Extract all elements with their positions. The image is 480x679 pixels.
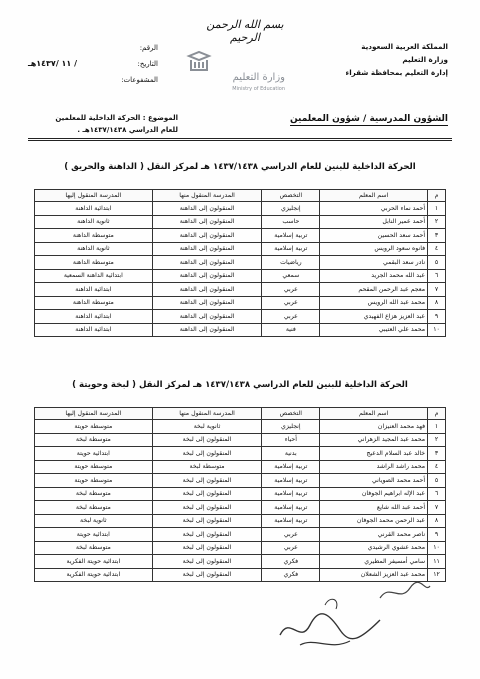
col-num-header: م	[428, 408, 446, 420]
teacher-name: محمد راشد الراشد	[320, 460, 428, 474]
to-school: ابتدائية الداهنة السمعية	[35, 269, 153, 283]
to-school: متوسطة لبخة	[35, 487, 153, 501]
specialty: تربية إسلامية	[262, 460, 320, 474]
specialty: عربي	[262, 296, 320, 310]
row-number: ٣	[428, 447, 446, 461]
date-row	[28, 56, 158, 72]
teacher-name: ناصر محمد القرني	[320, 528, 428, 542]
letterhead-right	[308, 40, 448, 79]
subject-line-2: للعام الدراسي ١٤٣٧/١٤٣٨هـ .	[77, 126, 178, 134]
specialty: إنجليزي	[262, 420, 320, 434]
table-row	[35, 487, 446, 501]
table-row	[35, 447, 446, 461]
table-row	[35, 323, 446, 337]
section1-header-row	[35, 190, 446, 202]
date-value: / ١١ /١٤٣٧هـ	[28, 59, 78, 68]
ref-row	[28, 40, 158, 56]
to-school: متوسطة لبخة	[35, 541, 153, 555]
row-number: ٧	[428, 501, 446, 515]
col-name-header: اسم المعلم	[320, 190, 428, 202]
table-row	[35, 420, 446, 434]
specialty: تربية إسلامية	[262, 501, 320, 515]
row-number: ١٠	[428, 541, 446, 555]
col-name-header: اسم المعلم	[320, 408, 428, 420]
table-row	[35, 215, 446, 229]
from-school: المنقولون إلى الداهنة	[152, 202, 262, 216]
from-school: المنقولون إلى لبخة	[152, 568, 262, 582]
teacher-name: أحمد عبد الله شايع	[320, 501, 428, 515]
from-school: المنقولون إلى الداهنة	[152, 269, 262, 283]
from-school: ثانوية لبخة	[152, 420, 262, 434]
section2-table	[34, 407, 446, 582]
specialty: إنجليزي	[262, 202, 320, 216]
header-divider	[28, 138, 452, 139]
row-number: ٣	[428, 229, 446, 243]
table-row	[35, 460, 446, 474]
table-row	[35, 514, 446, 528]
row-number: ٤	[428, 460, 446, 474]
to-school: ثانوية الداهنة	[35, 215, 153, 229]
row-number: ١٢	[428, 568, 446, 582]
from-school: المنقولون إلى لبخة	[152, 528, 262, 542]
teacher-name: فهد محمد العنيزان	[320, 420, 428, 434]
col-num-header: م	[428, 190, 446, 202]
from-school: المنقولون إلى لبخة	[152, 433, 262, 447]
row-number: ١	[428, 420, 446, 434]
row-number: ٤	[428, 242, 446, 256]
subject-line-1: الموضوع : الحركة الداخلية للمعلمين	[55, 114, 178, 122]
to-school: متوسطة حويتة	[35, 420, 153, 434]
ref-label: الرقم:	[139, 44, 158, 52]
handwritten-initials	[375, 578, 435, 608]
col-to-header: المدرسة المنقول إليها	[35, 408, 153, 420]
to-school: ابتدائية الداهنة	[35, 323, 153, 337]
col-spec-header: التخصص	[262, 408, 320, 420]
teacher-name: محمد علي العتيبي	[320, 323, 428, 337]
col-to-header: المدرسة المنقول إليها	[35, 190, 153, 202]
from-school: المنقولون إلى الداهنة	[152, 256, 262, 270]
attach-row	[28, 72, 158, 88]
from-school: المنقولون إلى الداهنة	[152, 323, 262, 337]
table-row	[35, 242, 446, 256]
from-school: المنقولون إلى لبخة	[152, 501, 262, 515]
row-number: ٨	[428, 296, 446, 310]
specialty: فكري	[262, 568, 320, 582]
teacher-name: عبد الله محمد الجريد	[320, 269, 428, 283]
teacher-name: فانوه سعود الرويس	[320, 242, 428, 256]
teacher-name: نادر سعد البقمي	[320, 256, 428, 270]
section1-body	[35, 202, 446, 337]
row-number: ٥	[428, 474, 446, 488]
teacher-name: محمد عبد العزيز الشعلان	[320, 568, 428, 582]
teacher-name: أحمد سعد الحسين	[320, 229, 428, 243]
table-row	[35, 283, 446, 297]
ministry-name: وزارة التعليم	[402, 55, 448, 64]
from-school: المنقولون إلى الداهنة	[152, 310, 262, 324]
handwritten-signature	[270, 585, 390, 655]
row-number: ٩	[428, 310, 446, 324]
table-row	[35, 229, 446, 243]
date-label: التاريخ:	[137, 60, 158, 68]
specialty: حاسب	[262, 215, 320, 229]
department-title: الشؤون المدرسية / شؤون المعلمين	[289, 114, 448, 124]
section2-body	[35, 420, 446, 582]
to-school: متوسطة حويتة	[35, 460, 153, 474]
teacher-name: عبد العزيز هزاع الفهيدي	[320, 310, 428, 324]
to-school: متوسطة الداهنة	[35, 296, 153, 310]
teacher-name: عبد الإله ابراهيم الجوفان	[320, 487, 428, 501]
ministry-logo	[175, 50, 285, 96]
to-school: ابتدائية حويتة الفكرية	[35, 568, 153, 582]
teacher-name: أحمد محمد الصوياني	[320, 474, 428, 488]
header-divider-2	[28, 140, 452, 141]
table-row	[35, 269, 446, 283]
to-school: ابتدائية الداهنة	[35, 310, 153, 324]
col-from-header: المدرسة المنقول منها	[152, 408, 262, 420]
specialty: فنية	[262, 323, 320, 337]
table-row	[35, 541, 446, 555]
specialty: تربية إسلامية	[262, 514, 320, 528]
table-row	[35, 528, 446, 542]
teacher-name: معجم عبد الرحمن المقحم	[320, 283, 428, 297]
attach-label: المشفوعات:	[121, 76, 158, 84]
specialty: أحياء	[262, 433, 320, 447]
from-school: المنقولون إلى الداهنة	[152, 215, 262, 229]
from-school: المنقولون إلى لبخة	[152, 447, 262, 461]
to-school: ابتدائية حويتة الفكرية	[35, 555, 153, 569]
to-school: متوسطة الداهنة	[35, 256, 153, 270]
from-school: المنقولون إلى لبخة	[152, 514, 262, 528]
teacher-name: عبد الرحمن محمد الجوفان	[320, 514, 428, 528]
section2-header-row	[35, 408, 446, 420]
table-row	[35, 202, 446, 216]
specialty: تربية إسلامية	[262, 242, 320, 256]
basmala: بسم الله الرحمن الرحيم	[206, 18, 284, 44]
from-school: متوسطة لبخة	[152, 460, 262, 474]
table-row	[35, 256, 446, 270]
from-school: المنقولون إلى لبخة	[152, 487, 262, 501]
teacher-name: أحمد عمير النابل	[320, 215, 428, 229]
row-number: ١	[428, 202, 446, 216]
row-number: ٩	[428, 528, 446, 542]
teacher-name: محمد عشوي الرشيدي	[320, 541, 428, 555]
specialty: فكري	[262, 555, 320, 569]
table-row	[35, 555, 446, 569]
to-school: متوسطة لبخة	[35, 433, 153, 447]
specialty: تربية إسلامية	[262, 474, 320, 488]
from-school: المنقولون إلى لبخة	[152, 555, 262, 569]
row-number: ١١	[428, 555, 446, 569]
row-number: ٢	[428, 433, 446, 447]
from-school: المنقولون إلى لبخة	[152, 541, 262, 555]
to-school: ثانوية الداهنة	[35, 242, 153, 256]
teacher-name: محمد عبد الله الرويس	[320, 296, 428, 310]
teacher-name: خالد عبد السلام الدعيج	[320, 447, 428, 461]
from-school: المنقولون إلى لبخة	[152, 474, 262, 488]
specialty: رياضيات	[262, 256, 320, 270]
to-school: متوسطة الداهنة	[35, 229, 153, 243]
subject-block	[28, 112, 178, 136]
table-row	[35, 310, 446, 324]
logo-english-text: Ministry of Education	[232, 86, 285, 92]
from-school: المنقولون إلى الداهنة	[152, 283, 262, 297]
col-spec-header: التخصص	[262, 190, 320, 202]
from-school: المنقولون إلى الداهنة	[152, 242, 262, 256]
letterhead-left	[28, 40, 158, 88]
specialty: عربي	[262, 541, 320, 555]
specialty: عربي	[262, 283, 320, 297]
teacher-name: محمد عبد المجيد الزهراني	[320, 433, 428, 447]
to-school: ثانوية لبخة	[35, 514, 153, 528]
section1-title: الحركة الداخلية للبنين للعام الدراسي ١٤٣٧/١٤٣٨ هـ لمركز النقل ( الداهنة والحريق )	[64, 162, 416, 172]
table-row	[35, 433, 446, 447]
table-row	[35, 501, 446, 515]
section2-title: الحركة الداخلية للبنين للعام الدراسي ١٤٣٧/١٤٣٨ هـ لمركز النقل ( لبخة وحويتة )	[72, 380, 408, 390]
row-number: ٦	[428, 487, 446, 501]
table-row	[35, 474, 446, 488]
teacher-name: أحمد نماء الحربي	[320, 202, 428, 216]
row-number: ٥	[428, 256, 446, 270]
from-school: المنقولون إلى الداهنة	[152, 296, 262, 310]
specialty: عربي	[262, 310, 320, 324]
row-number: ١٠	[428, 323, 446, 337]
to-school: متوسطة حويتة	[35, 474, 153, 488]
to-school: متوسطة لبخة	[35, 501, 153, 515]
specialty: تربية إسلامية	[262, 487, 320, 501]
logo-arabic-text: وزارة التعليم	[232, 72, 285, 83]
to-school: ابتدائية حويتة	[35, 528, 153, 542]
section1-table	[34, 189, 446, 337]
from-school: المنقولون إلى الداهنة	[152, 229, 262, 243]
row-number: ٢	[428, 215, 446, 229]
col-from-header: المدرسة المنقول منها	[152, 190, 262, 202]
specialty: سمعي	[262, 269, 320, 283]
to-school: ابتدائية الداهنة	[35, 202, 153, 216]
table-row	[35, 296, 446, 310]
country-name: المملكة العربية السعودية	[361, 42, 448, 51]
teacher-name: سامي أمسيفر المطيري	[320, 555, 428, 569]
row-number: ٦	[428, 269, 446, 283]
to-school: ابتدائية حويتة	[35, 447, 153, 461]
specialty: بدنية	[262, 447, 320, 461]
specialty: عربي	[262, 528, 320, 542]
row-number: ٧	[428, 283, 446, 297]
row-number: ٨	[428, 514, 446, 528]
directorate-name: إدارة التعليم بمحافظة شقراء	[345, 68, 448, 77]
to-school: ابتدائية الداهنة	[35, 283, 153, 297]
specialty: تربية إسلامية	[262, 229, 320, 243]
